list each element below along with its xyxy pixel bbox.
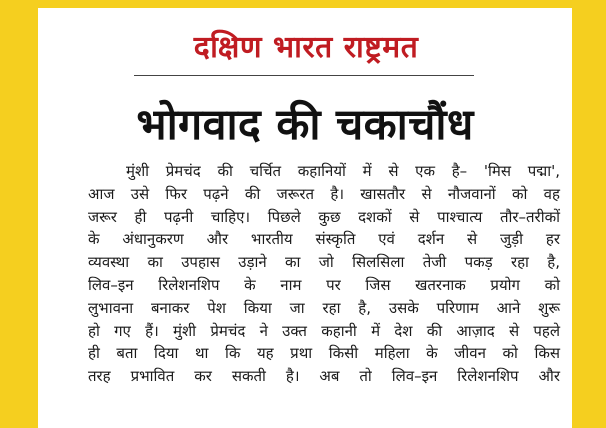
article-line: जरूर ही पढ़नी चाहिए। पिछले कुछ दशकों से पाश्चात्य तौर–तरीकों	[88, 207, 560, 226]
article-line: मुंशी प्रेमचंद की चर्चित कहानियों में से एक है– 'मिस पद्मा',	[126, 162, 560, 180]
newspaper-clipping	[38, 8, 572, 428]
article-line: लिव–इन रिलेशनशिप के नाम पर जिस खतरनाक प्रयोग को	[88, 275, 560, 294]
masthead-rule	[134, 75, 474, 76]
article-body	[88, 160, 560, 388]
article-line: लुभावना बनाकर पेश किया जा रहा है, उसके परिणाम आने शुरू	[88, 298, 560, 317]
newspaper-masthead: दक्षिण भारत राष्ट्रमत	[193, 30, 419, 65]
article-line: तरह प्रभावित कर सकती है। अब तो लिव–इन रिलेशनशिप और	[88, 367, 560, 386]
article-line: हो गए हैं। मुंशी प्रेमचंद ने उक्त कहानी में देश की आज़ाद से पहले	[88, 321, 560, 340]
article-line: आज उसे फिर पढ़ने की जरूरत है। खासतौर से नौजवानों को वह	[88, 184, 560, 203]
article-headline: भोगवाद की चकाचौंध	[136, 100, 474, 150]
article-line: व्यवस्था का उपहास उड़ाने का जो सिलसिला तेजी पकड़ रहा है,	[88, 253, 560, 272]
article-line: ही बता दिया था कि यह प्रथा किसी महिला के जीवन को किस	[88, 344, 560, 363]
article-line: के अंधानुकरण और भारतीय संस्कृति एवं दर्शन से जुड़ी हर	[88, 230, 560, 249]
